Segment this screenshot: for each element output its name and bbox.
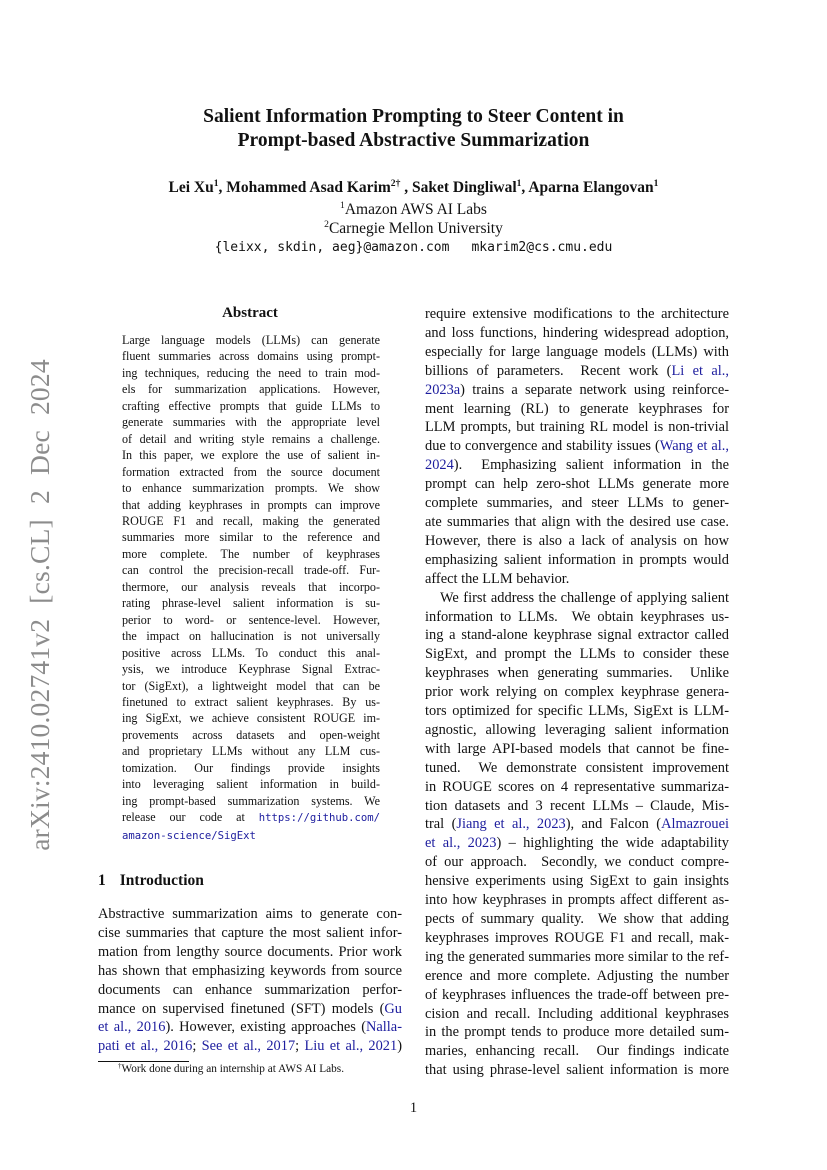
text-run: mation from lengthy source documents. Prior work xyxy=(98,943,402,960)
text-run: tors optimized for specific LLMs, SigExt is LLM- xyxy=(425,703,729,720)
paragraph-line xyxy=(425,305,729,324)
text-run: ing the generated summaries more similar to the ref- xyxy=(425,948,729,965)
paragraph-line xyxy=(425,1061,729,1080)
text-run: affect the LLM behavior. xyxy=(425,570,570,587)
paragraph-line xyxy=(425,815,729,834)
abstract-line: that adding keyphrases in prompts can improve xyxy=(122,497,380,512)
text-run: erence and more complete. Adjusting the number xyxy=(425,967,729,984)
abstract-line: tor (SigExt), a lightweight model that can be xyxy=(122,678,380,693)
text-run: agnostic, allowing leveraging salient information xyxy=(425,721,729,738)
section-title: Introduction xyxy=(119,872,204,889)
author-separator: , xyxy=(400,179,412,196)
abstract-line: ing prompt-based summarization systems. We xyxy=(122,793,380,808)
paragraph-line xyxy=(425,494,729,513)
paragraph-line xyxy=(98,943,402,962)
author-name: Saket Dingliwal xyxy=(411,179,517,196)
citation-link[interactable]: Wang et al., xyxy=(659,438,729,455)
abstract-line: fluent summaries across domains using prompt- xyxy=(122,349,380,364)
paragraph-line xyxy=(425,456,729,475)
page-number: 1 xyxy=(409,1100,418,1116)
author-separator: , xyxy=(218,179,227,196)
author-name: Mohammed Asad Karim xyxy=(226,179,391,196)
text-run: of our approach. Secondly, we conduct compre- xyxy=(425,854,729,871)
citation-link[interactable]: Jiang et al., 2023 xyxy=(456,816,566,833)
introduction-right-column xyxy=(425,305,729,1080)
paragraph-line xyxy=(425,778,729,797)
text-run: maries, enhancing recall. Our findings indicate xyxy=(425,1043,729,1060)
text-run: keyphrases when generating summaries. Unlike xyxy=(425,665,729,682)
paragraph-line xyxy=(425,551,729,570)
abstract-line: rating phrase-level salient information is su- xyxy=(122,596,380,611)
abstract-line: ROUGE F1 and recall, making the generated xyxy=(122,513,380,528)
citation-link[interactable]: Liu et al., 2021 xyxy=(304,1038,398,1055)
paragraph-line xyxy=(425,910,729,929)
author-affiliation-marker: 1 xyxy=(653,178,659,190)
abstract-line: finetuned to extract salient keyphrases. By us- xyxy=(122,694,380,709)
paragraph-line xyxy=(425,853,729,872)
abstract-lines xyxy=(122,332,380,809)
author-emails xyxy=(0,239,827,257)
text-run: ). However, existing approaches ( xyxy=(165,1019,367,1036)
affiliation-marker: 1 xyxy=(340,200,345,212)
author-affiliation-marker: 1 xyxy=(213,178,219,190)
abstract-line: and proprietary LLMs without any LLM cus- xyxy=(122,744,380,759)
paragraph-line xyxy=(425,1023,729,1042)
author-separator: , xyxy=(521,179,529,196)
paragraph-line xyxy=(425,362,729,381)
abstract-line: summaries more similar to the reference and xyxy=(122,530,380,545)
paragraph-line xyxy=(425,967,729,986)
paragraph-line xyxy=(98,981,402,1000)
citation-link[interactable]: Li et al., xyxy=(671,362,729,379)
text-run: ), and Falcon ( xyxy=(565,816,662,833)
paragraph-line xyxy=(425,891,729,910)
release-text: release our code at xyxy=(122,810,245,825)
paragraph-line xyxy=(425,475,729,494)
abstract-release-line-2 xyxy=(122,827,380,844)
paragraph-line xyxy=(425,324,729,343)
introduction-left-column xyxy=(98,905,402,1056)
paragraph-line xyxy=(425,929,729,948)
affiliation-1 xyxy=(0,200,827,219)
abstract-line: positive across LLMs. To conduct this anal- xyxy=(122,645,380,660)
text-run: ) xyxy=(397,1038,402,1055)
text-run: into how keyphrases in prompts affect different as- xyxy=(425,892,729,909)
paragraph-line xyxy=(425,1042,729,1061)
abstract-body xyxy=(122,332,380,844)
abstract-line: of detail and writing style remains a challenge. xyxy=(122,431,380,446)
author-list xyxy=(0,178,827,198)
text-run: information to LLMs. We obtain keyphrases us- xyxy=(425,608,729,625)
text-run: ment learning (RL) to generate keyphrases for xyxy=(425,400,729,417)
text-run: cise summaries that capture the most salient infor- xyxy=(98,924,402,941)
text-run: billions of parameters. Recent work ( xyxy=(425,362,672,379)
code-link[interactable]: https://github.com/ xyxy=(258,812,380,825)
text-run: prompt can help zero-shot LLMs generate more xyxy=(425,476,729,493)
abstract-line: generate summaries with the appropriate level xyxy=(122,415,380,430)
email-cmu: mkarim2@cs.cmu.edu xyxy=(471,240,613,255)
text-run: emphasizing salient information in prompts would xyxy=(425,551,729,568)
arxiv-identifier: arXiv:2410.02741v2 [cs.CL] 2 Dec 2024 xyxy=(24,359,56,851)
citation-link[interactable]: Nalla- xyxy=(366,1019,402,1036)
abstract-line: can control the precision-recall trade-off. Fur- xyxy=(122,563,380,578)
paragraph-line xyxy=(425,759,729,778)
text-run: require extensive modifications to the architecture xyxy=(425,306,729,322)
text-run: has shown that emphasizing keywords from source xyxy=(98,962,402,979)
abstract-line: ing techniques, reducing the need to train mod- xyxy=(122,365,380,380)
paragraph-line xyxy=(425,721,729,740)
text-run: LLM prompts, but training RL model is non-trivial xyxy=(425,419,729,436)
arxiv-side-stamp xyxy=(18,359,62,851)
text-run: with large API-based models that cannot be fine- xyxy=(425,740,729,757)
author-name: Aparna Elangovan xyxy=(528,179,654,196)
text-run: hensive experiments using SigExt to gain insights xyxy=(425,873,729,890)
citation-link[interactable]: See et al., 2017 xyxy=(201,1038,296,1055)
paragraph-line xyxy=(425,570,729,589)
abstract-line: formation extracted from the source document xyxy=(122,464,380,479)
text-run: tuned. We demonstrate consistent improvement xyxy=(425,759,729,776)
text-run: ; xyxy=(192,1038,202,1055)
text-run: due to convergence and stability issues ( xyxy=(425,438,660,455)
affiliation-marker: 2 xyxy=(324,219,329,231)
text-run: pects of summary quality. We show that adding xyxy=(425,911,729,927)
paragraph-line xyxy=(98,962,402,981)
paragraph-line xyxy=(98,1000,402,1019)
text-run: ) trains a separate network using reinforce- xyxy=(460,381,729,398)
paragraph-line xyxy=(425,589,729,608)
citation-link[interactable]: Gu xyxy=(384,1000,402,1017)
paragraph-line xyxy=(425,702,729,721)
citation-link[interactable]: 2024 xyxy=(425,457,454,474)
section-number: 1 xyxy=(98,872,106,889)
text-run: complete summaries, and steer LLMs to gener- xyxy=(425,495,729,512)
text-run: Abstractive summarization aims to generate con- xyxy=(98,906,402,922)
abstract-line: more complete. The number of keyphrases xyxy=(122,546,380,561)
affiliation-name: Amazon AWS AI Labs xyxy=(344,201,487,218)
text-run: prior work relying on complex keyphrase genera- xyxy=(425,684,729,701)
paragraph-line xyxy=(98,905,402,924)
paragraph-line xyxy=(98,924,402,943)
paragraph-line xyxy=(425,645,729,664)
footnote-text: Work done during an internship at AWS AI Labs. xyxy=(121,1063,345,1075)
paragraph-line xyxy=(425,664,729,683)
footnote-marker: † xyxy=(118,1061,122,1070)
abstract-line: tomization. Our findings provide insights xyxy=(122,760,380,775)
text-run: documents can enhance summarization perfor- xyxy=(98,981,402,998)
abstract-line: els for summarization applications. However, xyxy=(122,382,380,397)
text-run: in ROUGE scores on 4 representative summariza- xyxy=(425,778,729,795)
paragraph-line xyxy=(425,608,729,627)
text-run: and loss functions, hindering widespread adoption, xyxy=(425,324,729,341)
citation-link[interactable]: 2023a xyxy=(425,381,461,398)
text-run: ) – highlighting the wide adaptability xyxy=(496,835,729,852)
paragraph-line xyxy=(425,683,729,702)
paragraph-line xyxy=(425,437,729,456)
text-run: SigExt, and prompt the LLMs to consider these xyxy=(425,646,729,663)
text-run: We first address the challenge of applying salient xyxy=(440,589,729,606)
paragraph-line xyxy=(425,343,729,362)
author-affiliation-marker: 2† xyxy=(390,178,401,190)
abstract-line: Large language models (LLMs) can generate xyxy=(122,333,380,347)
abstract-line: ing SigExt, we achieve consistent ROUGE im- xyxy=(122,711,380,726)
text-run: of keyphrases influences the trade-off between pre- xyxy=(425,986,729,1003)
abstract-line: provements across datasets and open-weight xyxy=(122,727,380,742)
abstract-line: ysis, we introduce Keyphrase Signal Extrac- xyxy=(122,662,380,677)
affiliation-name: Carnegie Mellon University xyxy=(328,220,503,237)
text-run: ate summaries that align with the desired use case. xyxy=(425,513,729,530)
citation-link[interactable]: Almazrouei xyxy=(661,816,729,833)
text-run: ing a stand-alone keyphrase signal extractor called xyxy=(425,627,729,644)
paragraph-line xyxy=(425,797,729,816)
paragraph-line xyxy=(425,834,729,853)
section-heading-introduction xyxy=(98,872,204,890)
text-run: tion datasets and 3 recent LLMs – Claude, Mis- xyxy=(425,797,729,814)
code-link-continued[interactable]: amazon-science/SigExt xyxy=(122,829,256,842)
paragraph-line xyxy=(425,418,729,437)
citation-link[interactable]: et al., 2016 xyxy=(98,1019,166,1036)
affiliation-2 xyxy=(0,219,827,238)
paragraph-line xyxy=(425,400,729,419)
paragraph-line xyxy=(425,1005,729,1024)
text-run: mance on supervised finetuned (SFT) models ( xyxy=(98,1000,385,1017)
paragraph-line xyxy=(425,381,729,400)
abstract-line: crafting effective prompts that guide LLMs to xyxy=(122,398,380,413)
text-run: that using phrase-level salient information is more xyxy=(425,1062,729,1079)
paragraph-line xyxy=(425,626,729,645)
abstract-line: into leveraging salient information in build- xyxy=(122,777,380,792)
text-run: tral ( xyxy=(425,816,457,833)
author-affiliation-marker: 1 xyxy=(516,178,522,190)
text-run: However, there is also a lack of analysis on how xyxy=(425,532,729,549)
footnote xyxy=(118,1062,344,1076)
text-run: ; xyxy=(295,1038,305,1055)
author-name: Lei Xu xyxy=(168,179,214,196)
abstract-line: perior to word- or sentence-level. However, xyxy=(122,612,380,627)
abstract-heading: Abstract xyxy=(222,305,278,321)
citation-link[interactable]: et al., 2023 xyxy=(425,835,497,852)
abstract-line: to enhance summarization prompts. We show xyxy=(122,481,380,496)
abstract-line: the impact on hallucination is not universally xyxy=(122,629,380,644)
paragraph-line xyxy=(425,986,729,1005)
paragraph-line xyxy=(98,1018,402,1037)
text-run: in the prompt tends to produce more detailed sum- xyxy=(425,1024,729,1041)
text-run: keyphrases improves ROUGE F1 and recall, mak- xyxy=(425,929,729,946)
text-run: especially for large language models (LLMs) with xyxy=(425,343,729,360)
text-run: ). Emphasizing salient information in the xyxy=(453,457,729,474)
citation-link[interactable]: pati et al., 2016 xyxy=(98,1038,193,1055)
title-line-2: Prompt-based Abstractive Summarization xyxy=(237,130,590,151)
abstract-line: In this paper, we explore the use of salient in- xyxy=(122,448,380,463)
email-amazon: {leixx, skdin, aeg}@amazon.com xyxy=(214,240,450,255)
paragraph-line xyxy=(425,948,729,967)
paper-title xyxy=(0,105,827,153)
paragraph-line xyxy=(98,1037,402,1056)
paragraph-line xyxy=(425,872,729,891)
text-run: cision and recall. Including additional keyphrases xyxy=(425,1005,729,1022)
title-line-1: Salient Information Prompting to Steer Content in xyxy=(203,106,624,127)
paragraph-line xyxy=(425,740,729,759)
abstract-line: thermore, our analysis reveals that incorpo- xyxy=(122,579,380,594)
abstract-release-line xyxy=(122,809,380,826)
paragraph-line xyxy=(425,513,729,532)
paragraph-line xyxy=(425,532,729,551)
